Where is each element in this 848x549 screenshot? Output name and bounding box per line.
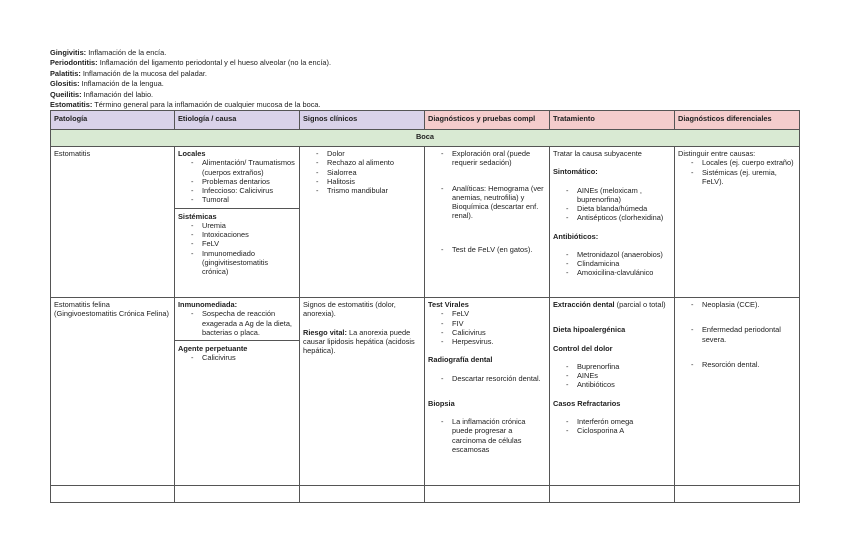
list-item: - Calicivirus <box>428 328 546 337</box>
list-item: - Enfermedad periodontal severa. <box>678 325 796 344</box>
subheading: Dieta hipoalergénica <box>553 325 626 335</box>
cell-etiologia <box>175 298 300 486</box>
list-item: - Problemas dentarios <box>178 177 296 186</box>
subheading: Sistémicas <box>178 211 217 221</box>
list-item: - Calicivirus <box>178 353 296 362</box>
pathology-table <box>50 110 800 503</box>
text: Tratar la causa subyacente <box>553 149 642 158</box>
table-row <box>51 298 800 486</box>
sub-cell <box>175 208 299 277</box>
definition-line: Palatitis: Inflamación de la mucosa del paladar. <box>50 68 207 78</box>
list-item: - Ciclosporina A <box>553 426 671 435</box>
list <box>178 221 296 277</box>
table-header-row <box>51 111 800 130</box>
list-item: - Dieta blanda/húmeda <box>553 204 671 213</box>
section-title: Boca <box>51 130 800 147</box>
list-item: - Sialorrea <box>303 168 421 177</box>
list-item: - Infeccioso: Calicivirus <box>178 186 296 195</box>
list-item: - FeLV <box>178 239 296 248</box>
text: Extracción dental (parcial o total) <box>553 300 666 309</box>
header-signos: Signos clínicos <box>300 111 425 130</box>
cell-signos <box>300 298 425 486</box>
list <box>553 186 671 223</box>
list-item: - Antisépticos (clorhexidina) <box>553 213 671 222</box>
cell-etiologia <box>175 147 300 298</box>
header-patologia: Patología <box>51 111 175 130</box>
header-diagnosticos: Diagnósticos y pruebas compl <box>425 111 550 130</box>
list-item: - Metronidazol (anaerobios) <box>553 250 671 259</box>
list-item: - Antibióticos <box>553 380 671 389</box>
table-row-empty <box>51 486 800 503</box>
text: Distinguir entre causas: <box>678 149 756 158</box>
list-item: - Neoplasia (CCE). <box>678 300 796 309</box>
subheading: Sintomático: <box>553 167 598 177</box>
header-diferenciales: Diagnósticos diferenciales <box>675 111 800 130</box>
empty-cell <box>425 486 550 503</box>
empty-cell <box>550 486 675 503</box>
list <box>428 309 546 346</box>
list-item: - Buprenorfina <box>553 362 671 371</box>
header-etiologia: Etiología / causa <box>175 111 300 130</box>
section-row <box>51 130 800 147</box>
list-item: - Sospecha de reacción exagerada a Ag de la dieta, bacterias o placa. <box>178 309 296 337</box>
list <box>303 149 421 195</box>
list <box>678 300 796 309</box>
cell-patologia: Estomatitis felina (Gingivoestomatitis Crónica Felina) <box>51 298 175 486</box>
list <box>428 245 546 254</box>
list-item: - Alimentación/ Traumatismos (cuerpos extraños) <box>178 158 296 177</box>
empty-cell <box>51 486 175 503</box>
list-item: - Interferón omega <box>553 417 671 426</box>
table-row <box>51 147 800 298</box>
cell-patologia: Estomatitis <box>51 147 175 298</box>
list-item: - AINEs <box>553 371 671 380</box>
subheading: Agente perpetuante <box>178 344 248 353</box>
list-item: - Halitosis <box>303 177 421 186</box>
list-item: - Tumoral <box>178 195 296 204</box>
list-item: - Intoxicaciones <box>178 230 296 239</box>
header-tratamiento: Tratamiento <box>550 111 675 130</box>
cell-diagnosticos <box>425 147 550 298</box>
list <box>428 184 546 221</box>
subheading: Radiografía dental <box>428 355 493 365</box>
empty-cell <box>175 486 300 503</box>
subheading: Biopsia <box>428 398 455 408</box>
subheading: Antibióticos: <box>553 231 599 241</box>
list-item: - Locales (ej. cuerpo extraño) <box>678 158 796 167</box>
list-item: - Analíticas: Hemograma (ver anemias, neutrofilia) y Bioquímica (descartar enf. renal). <box>428 184 546 221</box>
definition-line: Estomatitis: Término general para la inflamación de cualquier mucosa de la boca. <box>50 99 321 109</box>
list <box>678 325 796 344</box>
definition-line: Periodontitis: Inflamación del ligamento periodontal y el hueso alveolar (no la encía). <box>50 58 331 68</box>
list-item: - Exploración oral (puede requerir sedación) <box>428 149 546 168</box>
cell-tratamiento <box>550 298 675 486</box>
list <box>678 360 796 369</box>
list-item: - Sistémicas (ej. uremia, FeLV). <box>678 168 796 187</box>
list-item: - Clindamicina <box>553 259 671 268</box>
cell-diferenciales <box>675 298 800 486</box>
list-item: - AINEs (meloxicam , buprenorfina) <box>553 186 671 205</box>
subheading: Casos Refractarios <box>553 398 621 408</box>
list <box>178 353 296 362</box>
text: Signos de estomatitis (dolor, anorexia). <box>303 300 396 319</box>
list <box>678 158 796 186</box>
list-item: - Inmunomediado (gingivitisestomatitis crónica) <box>178 249 296 277</box>
subheading: Control del dolor <box>553 343 613 353</box>
list <box>553 417 671 436</box>
list-item: - FeLV <box>428 309 546 318</box>
cell-tratamiento <box>550 147 675 298</box>
definition-line: Queilitis: Inflamación del labio. <box>50 89 154 99</box>
subheading: Locales <box>178 149 206 158</box>
list-item: - Rechazo al alimento <box>303 158 421 167</box>
list <box>428 417 546 454</box>
definition-line: Gingivitis: Inflamación de la encía. <box>50 48 167 57</box>
list <box>428 374 546 383</box>
definition-line: Glositis: Inflamación de la lengua. <box>50 79 164 89</box>
cell-diferenciales <box>675 147 800 298</box>
list-item: - La inflamación crónica puede progresar a carcinoma de células escamosas <box>428 417 546 454</box>
sub-cell <box>175 340 299 363</box>
list-item: - Descartar resorción dental. <box>428 374 546 383</box>
list <box>178 309 296 337</box>
definitions-list <box>50 48 810 110</box>
list <box>428 149 546 168</box>
text: Riesgo vital: La anorexia puede causar lipidosis hepática (acidosis hepática). <box>303 327 415 355</box>
empty-cell <box>300 486 425 503</box>
empty-cell <box>675 486 800 503</box>
cell-diagnosticos <box>425 298 550 486</box>
list-item: - Test de FeLV (en gatos). <box>428 245 546 254</box>
list <box>553 362 671 390</box>
list <box>178 158 296 204</box>
subheading: Test Virales <box>428 300 469 309</box>
list-item: - Uremia <box>178 221 296 230</box>
list-item: - Resorción dental. <box>678 360 796 369</box>
list-item: - Amoxicilina-clavulánico <box>553 268 671 277</box>
list-item: - Trismo mandibular <box>303 186 421 195</box>
subheading: Inmunomediada: <box>178 300 238 309</box>
list <box>553 250 671 278</box>
list-item: - Dolor <box>303 149 421 158</box>
list-item: - FIV <box>428 319 546 328</box>
list-item: - Herpesvirus. <box>428 337 546 346</box>
cell-signos <box>300 147 425 298</box>
